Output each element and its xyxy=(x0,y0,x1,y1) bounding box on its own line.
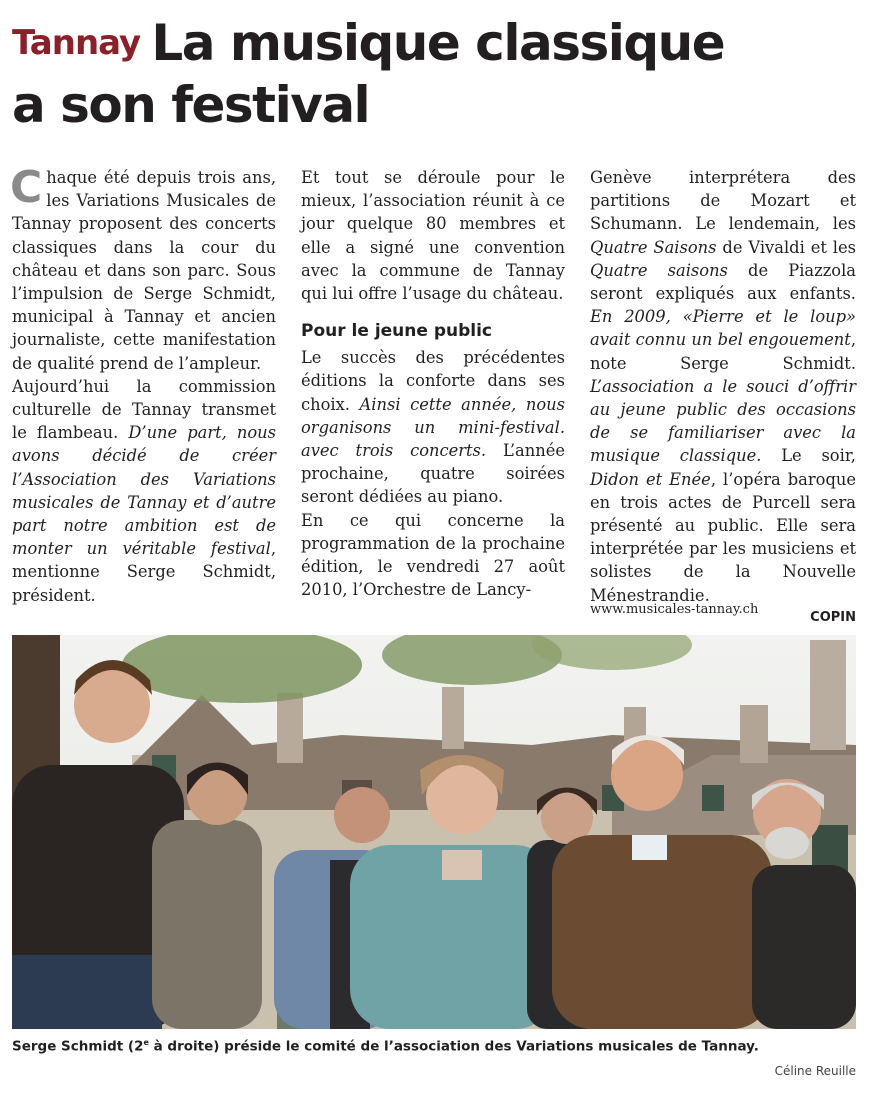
paragraph-text: L’année prochaine, quatre soirées seront dédiées au piano. xyxy=(301,441,565,507)
quote: Ainsi cette année, nous organisons un mini-festival. avec trois concerts. xyxy=(301,394,565,461)
quote: L’association a le souci d’offrir au jeune public des occasions de se familiariser avec la musique classique. xyxy=(590,376,856,466)
paragraph xyxy=(10,162,276,375)
group-photo xyxy=(12,635,856,1029)
paragraph-text: Genève interprétera des partitions de Mozart et Schumann. Le lendemain, les xyxy=(590,168,856,234)
work-title: Didon et Enée xyxy=(590,469,711,489)
article-column-2 xyxy=(301,166,565,601)
group-photo-illustration xyxy=(12,635,856,1029)
paragraph-text: , l’opéra baroque en trois actes de Purcell sera présenté au public. Elle sera interprétée par les musiciens et solistes de la Nouvelle Ménestrandie. xyxy=(590,469,856,605)
paragraph-text: de Piazzola seront expliqués aux enfants. xyxy=(590,260,856,304)
paragraph xyxy=(301,346,565,508)
drop-cap: C xyxy=(10,162,43,213)
quote: D’une part, nous avons décidé de créer l’Association des Variations musicales de Tannay et d’autre part notre ambition est de monter un véritable festival xyxy=(12,423,277,559)
paragraph-text: haque été depuis trois ans, les Variations Musicales de Tannay proposent des concerts classiques dans la cour du château et dans son parc. Sous l’impulsion de Serge Schmidt, municipal à Tannay et ancien journaliste, cette manifestation de qualité prend de l’ampleur. xyxy=(12,168,276,373)
headline-kicker: Tannay xyxy=(12,23,141,63)
headline xyxy=(12,14,862,134)
paragraph: En ce qui concerne la programmation de la prochaine édition, le vendredi 27 août 2010, l’Orchestre de Lancy- xyxy=(301,510,565,600)
caption-text: à droite) préside le comité de l’association des Variations musicales de Tannay. xyxy=(148,1038,759,1055)
headline-title-line1: La musique classique xyxy=(151,14,725,72)
headline-title-line2: a son festival xyxy=(12,76,370,134)
paragraph: Et tout se déroule pour le mieux, l’association réunit à ce jour quelque 80 membres et elle a signé une convention avec la commune de Tannay qui lui offre l’usage du château. xyxy=(301,168,565,304)
caption-superscript: e xyxy=(143,1038,149,1047)
quote: En 2009, «Pierre et le loup» avait connu un bel engouement xyxy=(590,307,856,350)
paragraph-text: , mentionne Serge Schmidt, président. xyxy=(12,539,276,605)
caption-text: Serge Schmidt (2 xyxy=(12,1038,144,1055)
paragraph-text: Le soir, xyxy=(761,446,856,466)
article-column-3 xyxy=(590,166,856,629)
author-signature: COPIN xyxy=(810,609,856,625)
subheading: Pour le jeune public xyxy=(301,321,493,342)
paragraph-text: Le succès des précédentes éditions la conforte dans ses choix. xyxy=(301,348,565,414)
article-column-1 xyxy=(10,162,277,607)
photo-caption xyxy=(12,1038,862,1055)
paragraph-text: Aujourd’hui la commission culturelle de Tannay transmet le flambeau. xyxy=(12,376,276,443)
paragraph-text: de Vivaldi et les xyxy=(716,237,856,257)
website-link[interactable]: www.musicales-tannay.ch xyxy=(590,602,759,617)
paragraph xyxy=(590,166,856,607)
paragraph-text: , note Serge Schmidt. xyxy=(590,330,856,373)
work-title: Quatre saisons xyxy=(590,260,728,280)
work-title: Quatre Saisons xyxy=(590,237,717,257)
photo-credit: Céline Reuille xyxy=(774,1064,856,1078)
paragraph xyxy=(12,375,276,607)
